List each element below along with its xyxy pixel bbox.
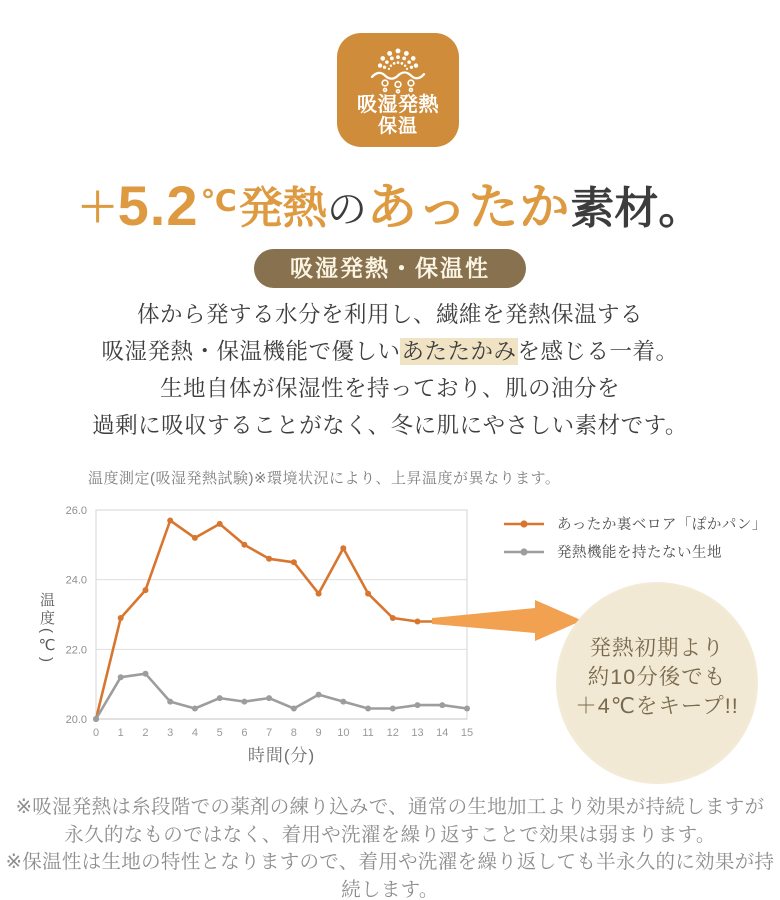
footnote-line-2: 永久的なものではなく、着用や洗濯を繰り返すことで効果は弱まります。 (64, 823, 716, 846)
legend-label: 発熱機能を持たない生地 (557, 545, 722, 561)
body-line-3: 生地自体が保湿性を持っており、肌の油分を (159, 376, 620, 401)
body-line-2-pre: 吸湿発熱・保温機能で優しい (101, 339, 401, 364)
svg-text:5: 5 (216, 727, 223, 739)
legend-line-marker-icon (503, 547, 545, 557)
footnote-line-1: ※吸湿発熱は糸段階での薬剤の練り込みで、通常の生地加工より効果が持続しますが (15, 796, 765, 818)
body-line-2 (0, 333, 780, 370)
chart-canvas (30, 498, 480, 758)
headline-degree-unit: ℃ (200, 185, 237, 218)
body-line-4: 過剰に吸収することがなく、冬に肌にやさしい素材です。 (92, 413, 688, 438)
hero-icon-label-line2: 保温 (377, 116, 418, 138)
svg-text:26.0: 26.0 (65, 505, 87, 517)
chart-y-axis-label: 温度(℃) (38, 592, 55, 665)
footnote-line-3: ※保温性は生地の特性となりますので、着用や洗濯を繰り返しても半永久的に効果が持続します。 (5, 851, 775, 900)
footnotes (0, 794, 780, 900)
svg-text:20.0: 20.0 (65, 714, 87, 726)
body-line-1: 体から発する水分を利用し、繊維を発熱保温する (136, 302, 643, 327)
svg-text:1: 1 (117, 727, 124, 739)
headline (0, 166, 780, 238)
body-line-2-highlight: あたたかみ (401, 339, 517, 364)
svg-text:3: 3 (167, 727, 174, 739)
feature-badge (254, 249, 526, 288)
svg-text:11: 11 (362, 727, 374, 739)
callout-line-2: 約10分後でも (587, 665, 727, 689)
chart-title: 温度測定(吸湿発熱試験)※環境状況により、上昇温度が異なります。 (88, 470, 561, 487)
headline-plus: ＋ (77, 186, 118, 230)
callout-line-1: 発熱初期より (589, 636, 725, 660)
svg-text:0: 0 (92, 727, 100, 739)
svg-text:2: 2 (142, 727, 149, 739)
legend-item (503, 541, 767, 562)
legend-label: あったか裏ベロア「ぽかパン」 (557, 517, 767, 533)
svg-text:7: 7 (266, 727, 273, 739)
legend-item (503, 513, 767, 534)
headline-heat-word: 発熱 (238, 184, 327, 233)
chart-x-axis-label: 時間(分) (247, 746, 316, 765)
svg-text:14: 14 (436, 727, 449, 739)
headline-temperature-value: 5.2 (117, 174, 199, 237)
hero-icon-label-line1: 吸湿発熱 (357, 94, 439, 116)
feature-badge-label: 吸湿発熱・保温性 (290, 255, 490, 281)
moisture-heat-retention-badge (337, 33, 459, 147)
svg-text:13: 13 (411, 727, 424, 739)
body-line-2-post: を感じる一着。 (517, 339, 679, 364)
svg-text:12: 12 (386, 727, 399, 739)
headline-material-word: 素材。 (570, 184, 703, 233)
svg-text:8: 8 (290, 727, 297, 739)
body-copy (0, 296, 780, 444)
svg-text:9: 9 (315, 727, 322, 739)
svg-text:24.0: 24.0 (65, 574, 87, 587)
svg-text:10: 10 (337, 727, 350, 739)
svg-text:4: 4 (191, 727, 198, 739)
headline-particle: の (326, 188, 367, 232)
legend-line-marker-icon (503, 519, 545, 529)
headline-warm-word: あったか (366, 179, 571, 235)
steam-rising-from-fabric-icon (365, 38, 431, 94)
svg-text:22.0: 22.0 (65, 644, 87, 657)
temperature-line-chart (30, 498, 480, 758)
callout-line-3: ＋4℃をキープ!! (575, 694, 739, 718)
chart-legend (503, 513, 767, 562)
svg-text:6: 6 (241, 727, 248, 739)
keep-warm-callout (556, 582, 758, 784)
svg-text:15: 15 (460, 727, 474, 739)
